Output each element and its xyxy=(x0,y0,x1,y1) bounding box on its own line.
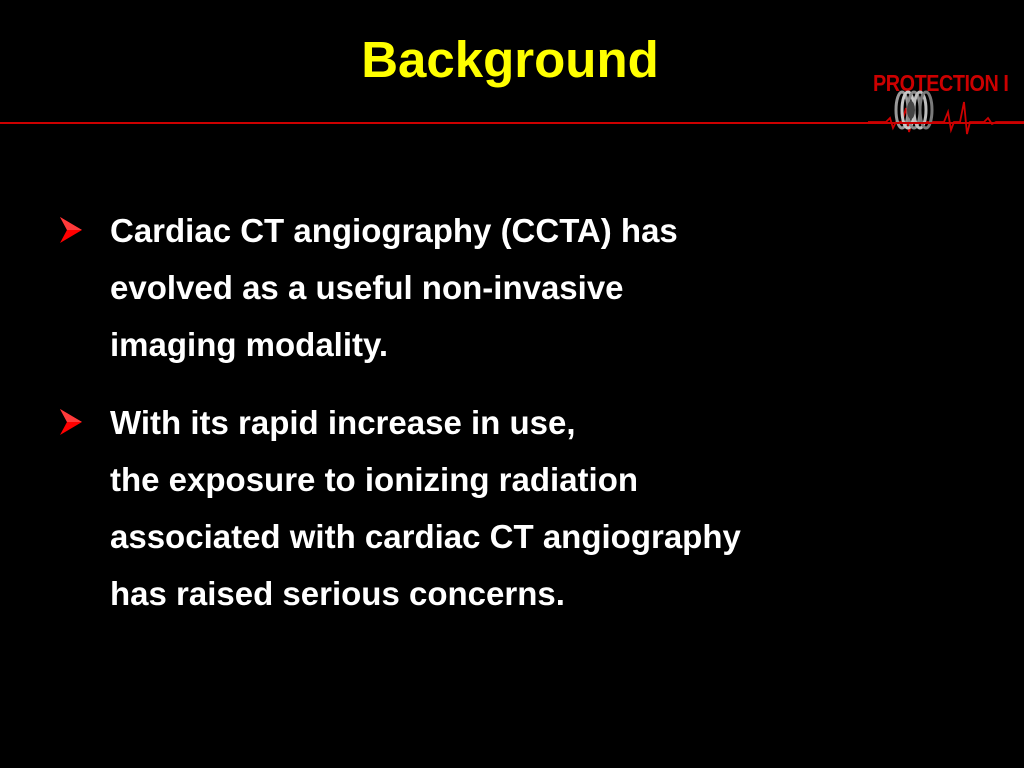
bullet-line: the exposure to ionizing radiation xyxy=(110,461,639,498)
red-arrowhead-icon xyxy=(58,215,84,245)
bullet-line: associated with cardiac CT angiography xyxy=(110,518,741,555)
bullet-item-ccta xyxy=(58,202,998,373)
bullet-line: has raised serious concerns. xyxy=(110,575,565,612)
red-arrowhead-icon xyxy=(58,407,84,437)
protection-logo-text: PROTECTION I xyxy=(873,70,1009,96)
bullet-list xyxy=(58,202,998,643)
bullet-text xyxy=(110,202,998,373)
bullet-line: With its rapid increase in use, xyxy=(110,404,576,441)
heartbeat-ring-logo xyxy=(868,88,1024,138)
bullet-item-radiation xyxy=(58,394,998,622)
title-divider-line xyxy=(0,122,1024,124)
bullet-text xyxy=(110,394,998,622)
bullet-line: Cardiac CT angiography (CCTA) has xyxy=(110,212,678,249)
slide-title: Background xyxy=(361,31,659,88)
bullet-line: evolved as a useful non-invasive xyxy=(110,269,624,306)
bullet-line: imaging modality. xyxy=(110,326,389,363)
